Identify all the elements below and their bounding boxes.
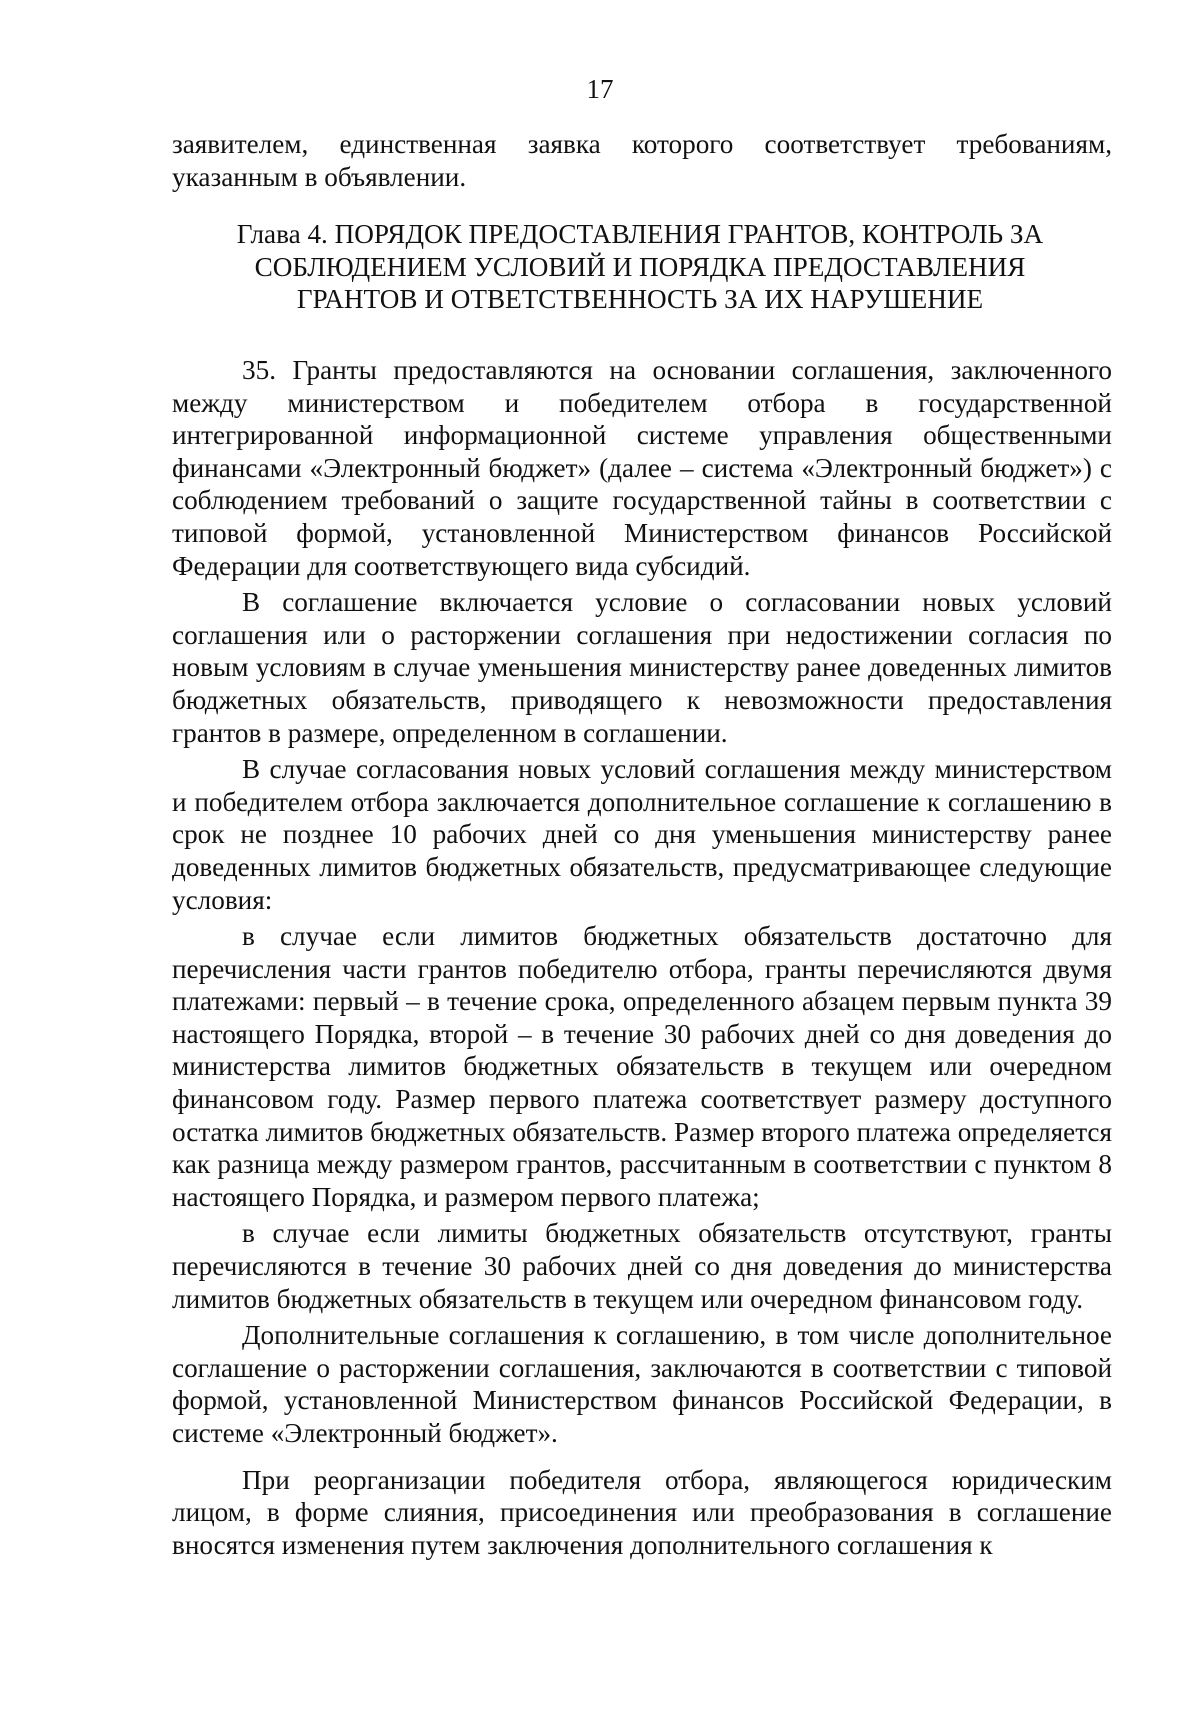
chapter-heading [160,218,1120,316]
page-number: 17 [586,74,614,104]
chapter-body [172,354,1112,1561]
paragraph-reorganization: При реорганизации победителя отбора, являющегося юридическим лицом, в форме слияния, присоединения или преобразования в соглашение вносятся изменения путем заключения дополнительного соглашения к [172,1464,1112,1560]
paragraph-continuation: заявителем, единственная заявка которого соответствует требованиям, указанным в объявлении. [172,129,1112,192]
chapter-heading-line-1: Глава 4. ПОРЯДОК ПРЕДОСТАВЛЕНИЯ ГРАНТОВ, КОНТРОЛЬ ЗА [236,219,1044,249]
paragraph-additional-agreements: Дополнительные соглашения к соглашению, в том числе дополнительное соглашение о расторжении соглашения, заключаются в соответствии с типовой формой, установленной Министерством финансов Российской Федерации, в системе «Электронный бюджет». [172,1320,1112,1448]
paragraph-35: 35. Гранты предоставляются на основании соглашения, заключенного между министерством и победителем отбора в государственной интегрированной информационной системе управления общественными финансами «Электронный бюджет» (далее – система «Электронный бюджет») с соблюдением требований о защите государственной тайны в соответствии с типовой формой, установленной Министерством финансов Российской Федерации для соответствующего вида субсидий. [172,355,1112,581]
paragraph-new-conditions: В случае согласования новых условий соглашения между министерством и победителем отбора заключается дополнительное соглашение к соглашению в срок не позднее 10 рабочих дней со дня уменьшения министерству ранее доведенных лимитов бюджетных обязательств, предусматривающее следующие условия: [172,754,1112,915]
chapter-heading-line-3: ГРАНТОВ И ОТВЕТСТВЕННОСТЬ ЗА ИХ НАРУШЕНИЕ [296,284,984,315]
continuation-text [172,128,1112,193]
chapter-heading-line-2: СОБЛЮДЕНИЕМ УСЛОВИЙ И ПОРЯДКА ПРЕДОСТАВЛЕНИЯ [254,251,1026,282]
paragraph-agreement-condition: В соглашение включается условие о согласовании новых условий соглашения или о расторжении соглашения при недостижении согласия по новым условиям в случае уменьшения министерству ранее доведенных лимитов бюджетных обязательств, приводящего к невозможности предоставления грантов в размере, определенном в соглашении. [172,587,1112,748]
paragraph-two-payments: в случае если лимитов бюджетных обязательств достаточно для перечисления части грантов победителю отбора, гранты перечисляются двумя платежами: первый – в течение срока, определенного абзацем первым пункта 39 настоящего Порядка, второй – в течение 30 рабочих дней со дня доведения до министерства лимитов бюджетных обязательств в текущем или очередном финансовом году. Размер первого платежа соответствует размеру доступного остатка лимитов бюджетных обязательств. Размер второго платежа определяется как разница между размером грантов, рассчитанным в соответствии с пунктом 8 настоящего Порядка, и размером первого платежа; [172,921,1112,1212]
paragraph-no-limits: в случае если лимиты бюджетных обязательств отсутствуют, гранты перечисляются в течение 30 рабочих дней со дня доведения до министерства лимитов бюджетных обязательств в текущем или очередном финансовом году. [172,1218,1112,1314]
